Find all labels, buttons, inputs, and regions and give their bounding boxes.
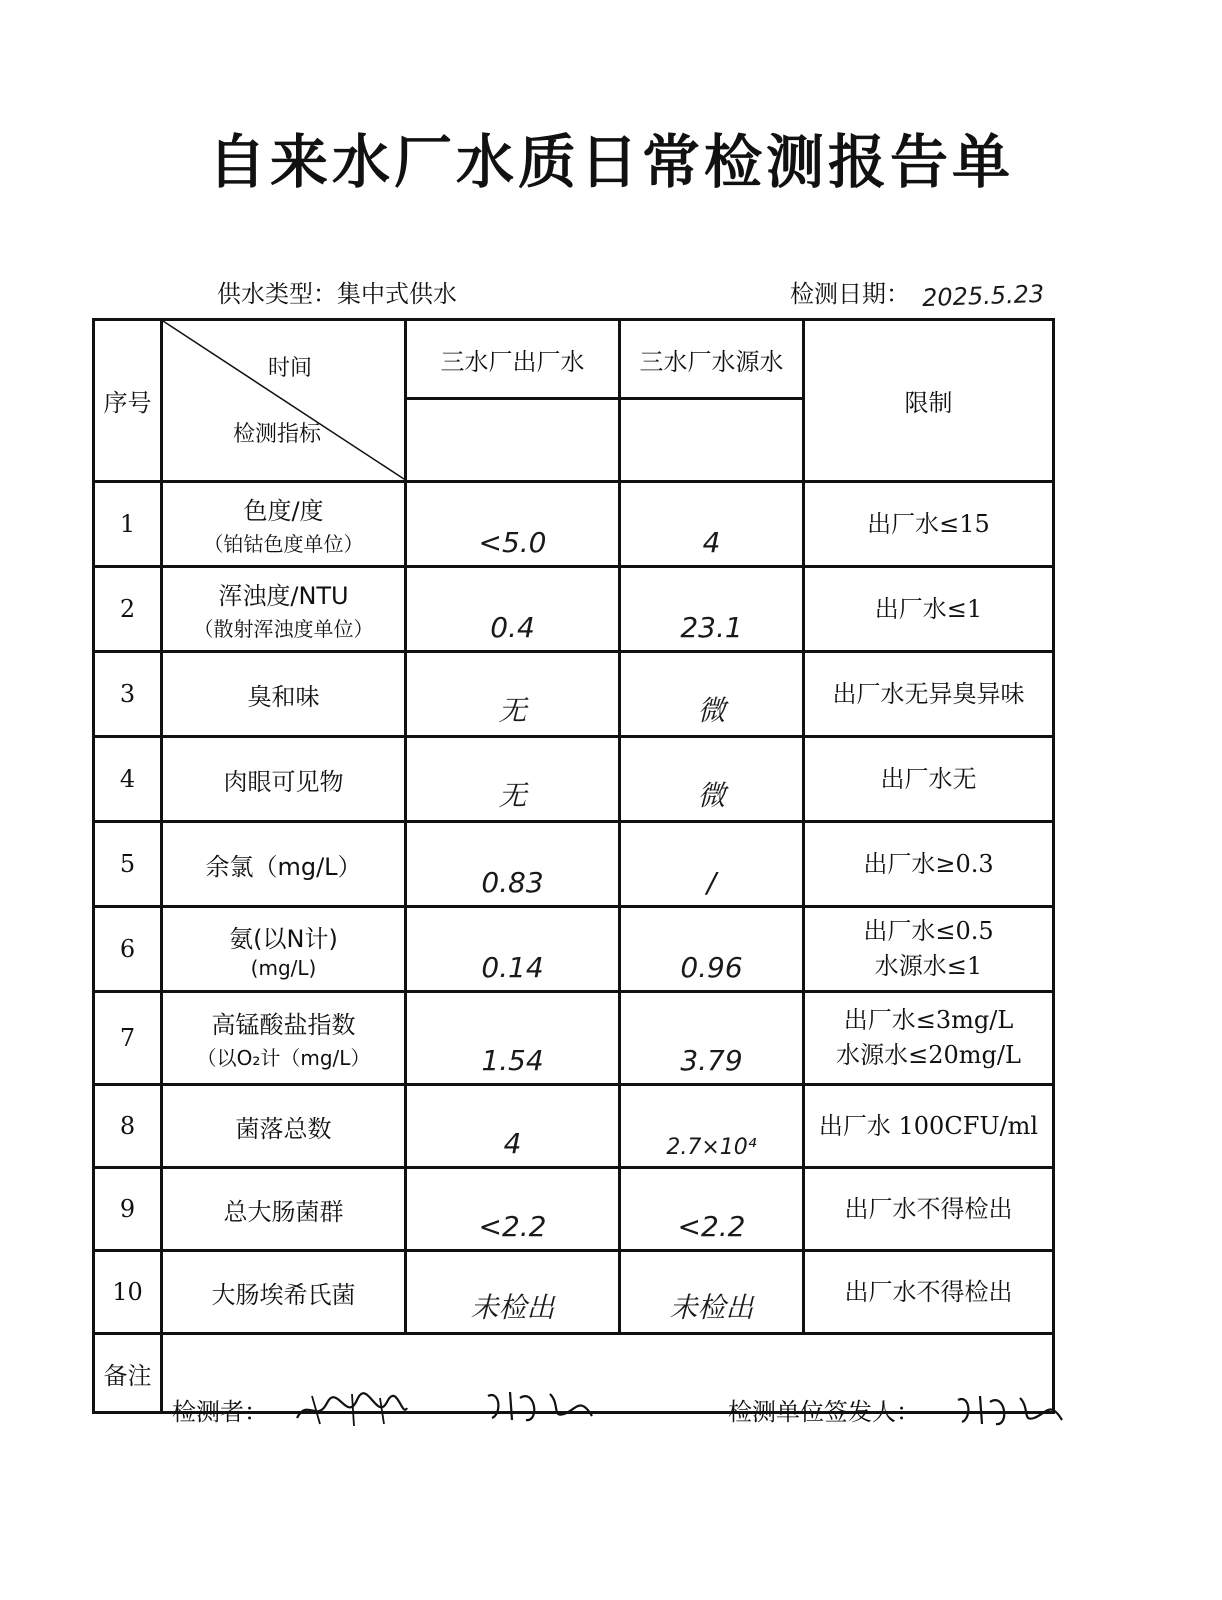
inspector-signature-2 bbox=[480, 1384, 600, 1426]
limit-text: 出厂水 100CFU/ml bbox=[818, 1111, 1039, 1140]
table-row bbox=[94, 737, 1054, 822]
header-indicator: 检测指标 bbox=[233, 422, 322, 447]
row-indicator bbox=[162, 482, 406, 567]
indicator-name: 浑浊度/NTU bbox=[218, 582, 349, 610]
limit-text: 出厂水≤1 bbox=[874, 594, 983, 623]
indicator-name: 大肠埃希氏菌 bbox=[211, 1280, 356, 1309]
limit-text: 出厂水无 bbox=[880, 764, 977, 793]
header-site-b-blank bbox=[620, 399, 804, 482]
value-cell-outlet bbox=[406, 822, 620, 907]
row-indicator bbox=[162, 822, 406, 907]
value-cell-outlet bbox=[406, 992, 620, 1085]
row-seq: 10 bbox=[94, 1251, 162, 1334]
header-seq: 序号 bbox=[94, 320, 162, 482]
indicator-unit: （铂钴色度单位） bbox=[203, 532, 364, 556]
header-time: 时间 bbox=[267, 356, 312, 381]
table-row bbox=[94, 652, 1054, 737]
row-seq: 2 bbox=[94, 567, 162, 652]
table-row bbox=[94, 822, 1054, 907]
row-limit bbox=[804, 1085, 1054, 1168]
outlet-water-value: 无 bbox=[498, 779, 527, 812]
limit-text: 水源水≤20mg/L bbox=[836, 1041, 1021, 1069]
value-cell-source bbox=[620, 1085, 804, 1168]
date-value: 2025.5.23 bbox=[921, 279, 1045, 313]
source-water-value: 23.1 bbox=[680, 611, 743, 644]
date-label: 检测日期： bbox=[790, 280, 910, 308]
value-cell-source bbox=[620, 822, 804, 907]
limit-text: 出厂水无异臭异味 bbox=[832, 679, 1025, 708]
indicator-name: 肉眼可见物 bbox=[223, 767, 344, 796]
row-limit bbox=[804, 1168, 1054, 1251]
report-table bbox=[92, 318, 1055, 1414]
table-row bbox=[94, 1168, 1054, 1251]
remark-label: 备注 bbox=[94, 1334, 162, 1413]
value-cell-outlet bbox=[406, 907, 620, 992]
header-site-a: 三水厂出厂水 bbox=[406, 320, 620, 399]
indicator-unit: （散射浑浊度单位） bbox=[193, 617, 374, 641]
value-cell-source bbox=[620, 992, 804, 1085]
inspector-label: 检测者： bbox=[172, 1398, 268, 1426]
supply-type-label: 供水类型： bbox=[217, 280, 337, 308]
outlet-water-value: 未检出 bbox=[470, 1291, 555, 1324]
row-seq: 1 bbox=[94, 482, 162, 567]
row-indicator bbox=[162, 1251, 406, 1334]
row-limit bbox=[804, 992, 1054, 1085]
header-row-1 bbox=[94, 320, 1054, 399]
value-cell-outlet bbox=[406, 1168, 620, 1251]
supply-type bbox=[217, 274, 457, 309]
outlet-water-value: 1.54 bbox=[481, 1044, 544, 1077]
row-indicator bbox=[162, 567, 406, 652]
source-water-value: <2.2 bbox=[677, 1210, 746, 1243]
limit-text: 出厂水≤15 bbox=[867, 509, 990, 538]
value-cell-outlet bbox=[406, 652, 620, 737]
value-cell-source bbox=[620, 1168, 804, 1251]
header-limit: 限制 bbox=[804, 320, 1054, 482]
header-diagonal-cell bbox=[162, 320, 406, 482]
value-cell-source bbox=[620, 482, 804, 567]
value-cell-source bbox=[620, 1251, 804, 1334]
row-indicator bbox=[162, 907, 406, 992]
limit-text: 出厂水不得检出 bbox=[844, 1277, 1013, 1306]
outlet-water-value: 0.83 bbox=[481, 866, 544, 899]
supply-type-value: 集中式供水 bbox=[337, 280, 457, 308]
source-water-value: 微 bbox=[697, 694, 726, 727]
outlet-water-value: 0.4 bbox=[490, 611, 535, 644]
issuer-signature bbox=[950, 1388, 1070, 1430]
header-site-b: 三水厂水源水 bbox=[620, 320, 804, 399]
outlet-water-value: 0.14 bbox=[481, 951, 544, 984]
row-limit bbox=[804, 482, 1054, 567]
limit-text: 水源水≤1 bbox=[874, 952, 983, 980]
row-indicator bbox=[162, 992, 406, 1085]
row-indicator bbox=[162, 737, 406, 822]
issuer-label: 检测单位签发人： bbox=[728, 1398, 920, 1426]
value-cell-outlet bbox=[406, 737, 620, 822]
outlet-water-value: <5.0 bbox=[478, 526, 547, 559]
table-row bbox=[94, 992, 1054, 1085]
value-cell-source bbox=[620, 737, 804, 822]
value-cell-source bbox=[620, 907, 804, 992]
row-limit bbox=[804, 822, 1054, 907]
outlet-water-value: <2.2 bbox=[478, 1210, 547, 1243]
table-row bbox=[94, 482, 1054, 567]
row-indicator bbox=[162, 1168, 406, 1251]
indicator-name: 氨(以N计) bbox=[229, 924, 338, 953]
indicator-name: 余氯（mg/L） bbox=[205, 852, 362, 881]
source-water-value: 0.96 bbox=[680, 951, 743, 984]
row-seq: 3 bbox=[94, 652, 162, 737]
row-limit bbox=[804, 907, 1054, 992]
row-limit bbox=[804, 737, 1054, 822]
table-row bbox=[94, 1251, 1054, 1334]
value-cell-source bbox=[620, 567, 804, 652]
indicator-unit: （以O₂计（mg/L） bbox=[196, 1046, 371, 1070]
row-limit bbox=[804, 567, 1054, 652]
value-cell-outlet bbox=[406, 482, 620, 567]
value-cell-source bbox=[620, 652, 804, 737]
limit-text: 出厂水≤0.5 bbox=[863, 917, 994, 946]
row-seq: 7 bbox=[94, 992, 162, 1085]
indicator-name: 高锰酸盐指数 bbox=[211, 1011, 356, 1039]
indicator-name: 总大肠菌群 bbox=[223, 1197, 344, 1226]
header-site-a-blank bbox=[406, 399, 620, 482]
row-seq: 4 bbox=[94, 737, 162, 822]
table-row bbox=[94, 567, 1054, 652]
row-limit bbox=[804, 1251, 1054, 1334]
row-seq: 9 bbox=[94, 1168, 162, 1251]
row-indicator bbox=[162, 652, 406, 737]
outlet-water-value: 4 bbox=[503, 1127, 522, 1160]
indicator-unit: (mg/L) bbox=[250, 955, 317, 980]
value-cell-outlet bbox=[406, 1251, 620, 1334]
source-water-value: 4 bbox=[702, 526, 721, 559]
limit-text: 出厂水≤3mg/L bbox=[843, 1006, 1014, 1035]
source-water-value: 微 bbox=[697, 779, 726, 812]
row-seq: 8 bbox=[94, 1085, 162, 1168]
row-indicator bbox=[162, 1085, 406, 1168]
report-title: 自来水厂水质日常检测报告单 bbox=[207, 128, 1014, 196]
inspector-signature-1 bbox=[292, 1388, 412, 1430]
value-cell-outlet bbox=[406, 1085, 620, 1168]
source-water-value: / bbox=[706, 866, 717, 899]
row-limit bbox=[804, 652, 1054, 737]
table-row bbox=[94, 907, 1054, 992]
limit-text: 出厂水≥0.3 bbox=[863, 849, 994, 878]
indicator-name: 菌落总数 bbox=[235, 1114, 332, 1143]
diagonal-line bbox=[163, 321, 406, 481]
row-seq: 6 bbox=[94, 907, 162, 992]
indicator-name: 色度/度 bbox=[243, 497, 324, 525]
value-cell-outlet bbox=[406, 567, 620, 652]
source-water-value: 未检出 bbox=[669, 1291, 754, 1324]
indicator-name: 臭和味 bbox=[247, 682, 320, 711]
source-water-value: 3.79 bbox=[680, 1044, 743, 1077]
limit-text: 出厂水不得检出 bbox=[844, 1194, 1013, 1223]
row-seq: 5 bbox=[94, 822, 162, 907]
source-water-value: 2.7×10⁴ bbox=[666, 1135, 757, 1160]
outlet-water-value: 无 bbox=[498, 694, 527, 727]
table-row bbox=[94, 1085, 1054, 1168]
